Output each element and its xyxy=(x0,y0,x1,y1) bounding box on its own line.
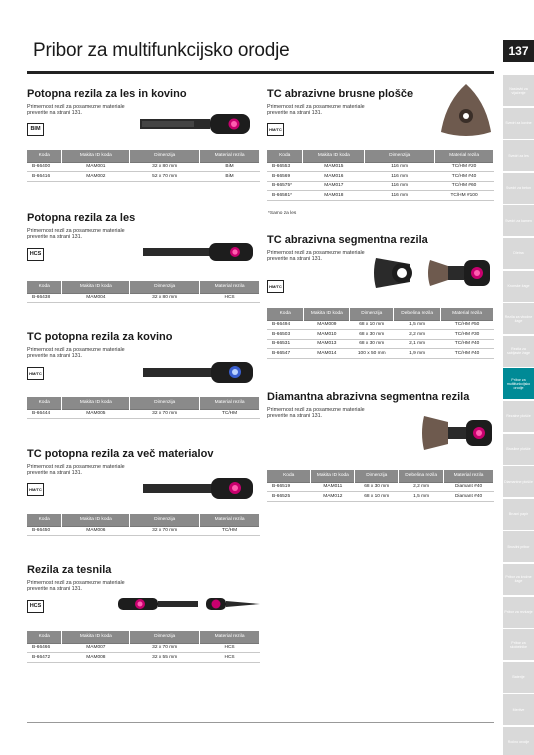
cell-material: TC/HM #50 xyxy=(441,320,494,330)
col-header: Koda xyxy=(27,150,62,162)
col-header: Makita ID koda xyxy=(62,281,130,293)
col-header: Koda xyxy=(267,308,304,320)
sidebar-tab-stone-drills[interactable]: Svedri za kamen xyxy=(503,205,534,236)
cell-material: TC/HM #40 xyxy=(435,172,494,182)
cell-material: TC/HM xyxy=(200,526,260,536)
page-title: Pribor za multifunkcijsko orodje xyxy=(33,40,290,61)
cell-id: MAM008 xyxy=(62,653,130,663)
material-badge: HCS xyxy=(27,600,44,613)
table-row xyxy=(267,339,494,349)
cell-code: B-66444 xyxy=(27,409,62,419)
product-table xyxy=(27,150,260,182)
cell-material: Diamant #40 xyxy=(444,482,494,492)
cell-code: B-66416 xyxy=(27,172,62,182)
blade-image xyxy=(143,358,258,388)
cell-thickness: 1,9 mm xyxy=(394,349,441,359)
blade-image xyxy=(143,474,258,504)
section-title: TC potopna rezila za več materialov xyxy=(27,448,214,460)
cell-code: B-66547 xyxy=(267,349,304,359)
section-tc-metal xyxy=(27,331,172,359)
cell-id: MAM005 xyxy=(62,409,130,419)
sidebar-tab-circular-saw-accessories[interactable]: Pribor za krožne žage xyxy=(503,564,534,595)
col-header: Dimenzija xyxy=(350,308,394,320)
table-row xyxy=(267,162,494,172)
section-title: TC abrazivne brusne ploščе xyxy=(267,88,414,100)
cell-id: MAM002 xyxy=(62,172,130,182)
cell-material: HCS xyxy=(200,293,260,303)
cell-id: MAM013 xyxy=(304,339,350,349)
cell-id: MAM015 xyxy=(303,162,365,172)
cell-code: B-66503 xyxy=(267,330,304,340)
cell-thickness: 1,5 mm xyxy=(394,320,441,330)
product-table xyxy=(27,514,260,536)
section-title: Diamantna abrazivna segmentna rezila xyxy=(267,391,470,403)
col-header: Dimenzija xyxy=(130,397,200,409)
section-description: Primernost rezil za posamezne materiale preverite na strani 131. xyxy=(27,104,125,117)
section-tc-abrasive-plates xyxy=(267,88,413,116)
table-row xyxy=(27,172,260,182)
table-row xyxy=(27,293,260,303)
cell-thickness: 2,2 mm xyxy=(399,482,444,492)
col-header: Koda xyxy=(27,281,62,293)
sidebar-tab-wood-drills[interactable]: Svedri za les xyxy=(503,140,534,171)
product-table xyxy=(27,281,260,303)
cell-code: B-66466 xyxy=(27,643,62,653)
sidebar-tab-grinding-discs[interactable]: Brusilne plošče xyxy=(503,434,534,465)
cell-dimension: 32 x 70 mm xyxy=(130,643,200,653)
sidebar-tab-jigsaw-blades[interactable]: Rezila za vbodne žage xyxy=(503,303,534,334)
sidebar-tab-hole-saws[interactable]: Kronske žage xyxy=(503,271,534,302)
cell-thickness: 2,2 mm xyxy=(394,330,441,340)
table-row xyxy=(27,162,260,172)
cell-id: MAM018 xyxy=(303,191,365,201)
sidebar-tab-multitool-accessories[interactable]: Pribor za multifunkcijsko orodje xyxy=(503,368,534,399)
material-badge: HM/TC xyxy=(267,280,284,293)
section-wood xyxy=(27,212,137,240)
col-header: Makita ID koda xyxy=(62,514,130,526)
cell-id: MAM010 xyxy=(304,330,350,340)
col-header: Dimenzija xyxy=(130,631,200,643)
section-description: Primernost rezil za posamezne materiale preverite na strani 131. xyxy=(27,464,125,477)
sidebar-tab-diamond-discs[interactable]: Diamantne plošče xyxy=(503,466,534,497)
cell-material: TC/HM xyxy=(200,409,260,419)
cell-material: TC/HM #60 xyxy=(435,181,494,191)
cell-code: B-66400 xyxy=(27,162,62,172)
col-header: Makita ID koda xyxy=(62,150,130,162)
col-header: Debelina rezila xyxy=(399,470,444,482)
blade-image xyxy=(143,240,258,266)
cell-dimension: 68 x 10 mm xyxy=(355,492,399,502)
cell-thickness: 1,5 mm xyxy=(399,492,444,502)
section-description: Primernost rezil za posamezne materiale preverite na strani 131. xyxy=(27,347,125,360)
table-row xyxy=(267,492,494,502)
cell-id: MAM001 xyxy=(62,162,130,172)
section-description: Primernost rezil za posamezne materiale preverite na strani 131. xyxy=(267,104,365,117)
material-badge: BIM xyxy=(27,123,44,136)
cell-dimension: 116 mm xyxy=(365,162,435,172)
cell-material: BiM xyxy=(200,162,260,172)
cell-material: TC/HM #30 xyxy=(441,330,494,340)
cell-code: B-66581* xyxy=(267,191,303,201)
cell-material: TC/HM #100 xyxy=(435,191,494,201)
col-header: Makita ID koda xyxy=(304,308,350,320)
product-table xyxy=(27,397,260,419)
col-header: Dimenzija xyxy=(365,150,435,162)
section-title: TC abrazivna segmentna rezila xyxy=(267,234,428,246)
sidebar-tab-hand-tools[interactable]: Ročno orodje xyxy=(503,727,534,755)
sidebar-tab-chisels[interactable]: Dletna xyxy=(503,238,534,269)
blade-image xyxy=(420,408,495,458)
sidebar-tab-cutting-discs[interactable]: Rezalne plošče xyxy=(503,401,534,432)
section-title: Potopna rezila za les xyxy=(27,212,136,224)
cell-dimension: 32 x 70 mm xyxy=(130,409,200,419)
cell-material: TC/HM #20 xyxy=(435,162,494,172)
cell-id: MAM014 xyxy=(304,349,350,359)
cell-id: MAM006 xyxy=(62,526,130,536)
col-header: Dimenzija xyxy=(355,470,399,482)
sidebar-tab-batteries[interactable]: Baterije xyxy=(503,662,534,693)
cell-dimension: 68 x 30 mm xyxy=(350,330,394,340)
col-header: Dimenzija xyxy=(130,514,200,526)
col-header: Koda xyxy=(267,470,311,482)
cell-code: B-66575* xyxy=(267,181,303,191)
blade-image xyxy=(140,110,255,140)
cell-material: HCS xyxy=(200,643,260,653)
blade-image xyxy=(370,248,495,298)
table-row xyxy=(267,172,494,182)
sidebar-tab-concrete-drills[interactable]: Svedri za beton xyxy=(503,173,534,204)
table-row xyxy=(27,653,260,663)
cell-id: MAM007 xyxy=(62,643,130,653)
section-description: Primernost rezil za posamezne materiale preverite na strani 131. xyxy=(27,228,125,241)
material-badge: HM/TC xyxy=(267,123,284,136)
col-header: Koda xyxy=(267,150,303,162)
section-title: Potopna rezila za les in kovino xyxy=(27,88,187,100)
table-row xyxy=(267,349,494,359)
cell-dimension: 52 x 70 mm xyxy=(130,172,200,182)
cell-code: B-66569 xyxy=(267,172,303,182)
page-number: 137 xyxy=(503,40,534,62)
col-header: Material rezila xyxy=(435,150,494,162)
cell-code: B-66525 xyxy=(267,492,311,502)
product-table xyxy=(267,308,494,359)
sidebar-tab-measuring[interactable]: Meritve xyxy=(503,694,534,725)
plate-image xyxy=(438,82,494,138)
cell-id: MAM011 xyxy=(311,482,355,492)
table-row xyxy=(267,482,494,492)
cell-dimension: 100 x 50 mm xyxy=(350,349,394,359)
section-description: Primernost rezil za posamezne materiale preverite na strani 131. xyxy=(267,407,365,420)
col-header: Material rezila xyxy=(200,281,260,293)
col-header: Material rezila xyxy=(200,631,260,643)
cell-dimension: 68 x 10 mm xyxy=(350,320,394,330)
sidebar-tab-router-accessories[interactable]: Pribor za rezkarje xyxy=(503,597,534,628)
table-row xyxy=(267,181,494,191)
col-header: Material rezila xyxy=(200,514,260,526)
cell-material: BiM xyxy=(200,172,260,182)
cell-code: B-66472 xyxy=(27,653,62,663)
col-header: Dimenzija xyxy=(130,150,200,162)
section-tc-multi xyxy=(27,448,213,476)
footnote: *Samo za les xyxy=(268,211,297,216)
table-row xyxy=(27,643,260,653)
table-row xyxy=(267,320,494,330)
blade-image xyxy=(118,588,263,620)
cell-material: Diamant #40 xyxy=(444,492,494,502)
sidebar-tab-recipro-blades[interactable]: Rezila za sabljaste žage xyxy=(503,336,534,367)
material-badge: HCS xyxy=(27,248,44,261)
product-table xyxy=(267,150,494,201)
cell-id: MAM012 xyxy=(311,492,355,502)
col-header: Material rezila xyxy=(200,150,260,162)
cell-code: B-66531 xyxy=(267,339,304,349)
sidebar-tabs xyxy=(503,75,534,755)
section-title: Rezila za tesnila xyxy=(27,564,112,576)
cell-dimension: 32 x 70 mm xyxy=(130,526,200,536)
cell-id: MAM017 xyxy=(303,181,365,191)
sidebar-tab-metal-drills[interactable]: Svedri za kovine xyxy=(503,108,534,139)
cell-dimension: 116 mm xyxy=(365,181,435,191)
col-header: Makita ID koda xyxy=(62,397,130,409)
cell-dimension: 116 mm xyxy=(365,172,435,182)
col-header: Koda xyxy=(27,631,62,643)
sidebar-tab-sanding-accessories[interactable]: Brusilni pribor xyxy=(503,531,534,562)
cell-id: MAM009 xyxy=(304,320,350,330)
col-header: Material rezila xyxy=(200,397,260,409)
cell-code: B-66438 xyxy=(27,293,62,303)
cell-code: B-66450 xyxy=(27,526,62,536)
product-table xyxy=(27,631,260,663)
sidebar-tab-sandpaper[interactable]: Brusni papir xyxy=(503,499,534,530)
bottom-rule xyxy=(27,722,494,723)
cell-dimension: 32 x 80 mm xyxy=(130,293,200,303)
cell-dimension: 116 mm xyxy=(365,191,435,201)
cell-dimension: 32 x 55 mm xyxy=(130,653,200,663)
cell-code: B-66553 xyxy=(267,162,303,172)
cell-dimension: 68 x 30 mm xyxy=(355,482,399,492)
sidebar-tab-planer-accessories[interactable]: Pribor za skobelnike xyxy=(503,629,534,660)
col-header: Material rezila xyxy=(441,308,494,320)
section-title: TC potopna rezila za kovino xyxy=(27,331,173,343)
cell-material: TC/HM #40 xyxy=(441,349,494,359)
col-header: Makita ID koda xyxy=(62,631,130,643)
table-row xyxy=(267,191,494,201)
cell-thickness: 2,1 mm xyxy=(394,339,441,349)
material-badge: HM/TC xyxy=(27,367,44,380)
cell-material: HCS xyxy=(200,653,260,663)
col-header: Koda xyxy=(27,397,62,409)
product-table xyxy=(267,470,494,502)
cell-id: MAM016 xyxy=(303,172,365,182)
section-description: Primernost rezil za posamezne materiale preverite na strani 131. xyxy=(27,580,125,593)
col-header: Debelina rezila xyxy=(394,308,441,320)
cell-id: MAM004 xyxy=(62,293,130,303)
col-header: Dimenzija xyxy=(130,281,200,293)
sidebar-tab-screwdriving-bits[interactable]: Nastavki za vijačenje xyxy=(503,75,534,106)
section-description: Primernost rezil za posamezne materiale preverite na strani 131. xyxy=(267,250,365,263)
table-row xyxy=(27,409,260,419)
col-header: Koda xyxy=(27,514,62,526)
material-badge: HM/TC xyxy=(27,483,44,496)
col-header: Makita ID koda xyxy=(303,150,365,162)
cell-code: B-66519 xyxy=(267,482,311,492)
col-header: Material rezila xyxy=(444,470,494,482)
col-header: Makita ID koda xyxy=(311,470,355,482)
cell-code: B-66494 xyxy=(267,320,304,330)
cell-dimension: 68 x 30 mm xyxy=(350,339,394,349)
table-row xyxy=(27,526,260,536)
cell-dimension: 32 x 80 mm xyxy=(130,162,200,172)
title-rule xyxy=(27,71,494,74)
table-row xyxy=(267,330,494,340)
cell-material: TC/HM #40 xyxy=(441,339,494,349)
